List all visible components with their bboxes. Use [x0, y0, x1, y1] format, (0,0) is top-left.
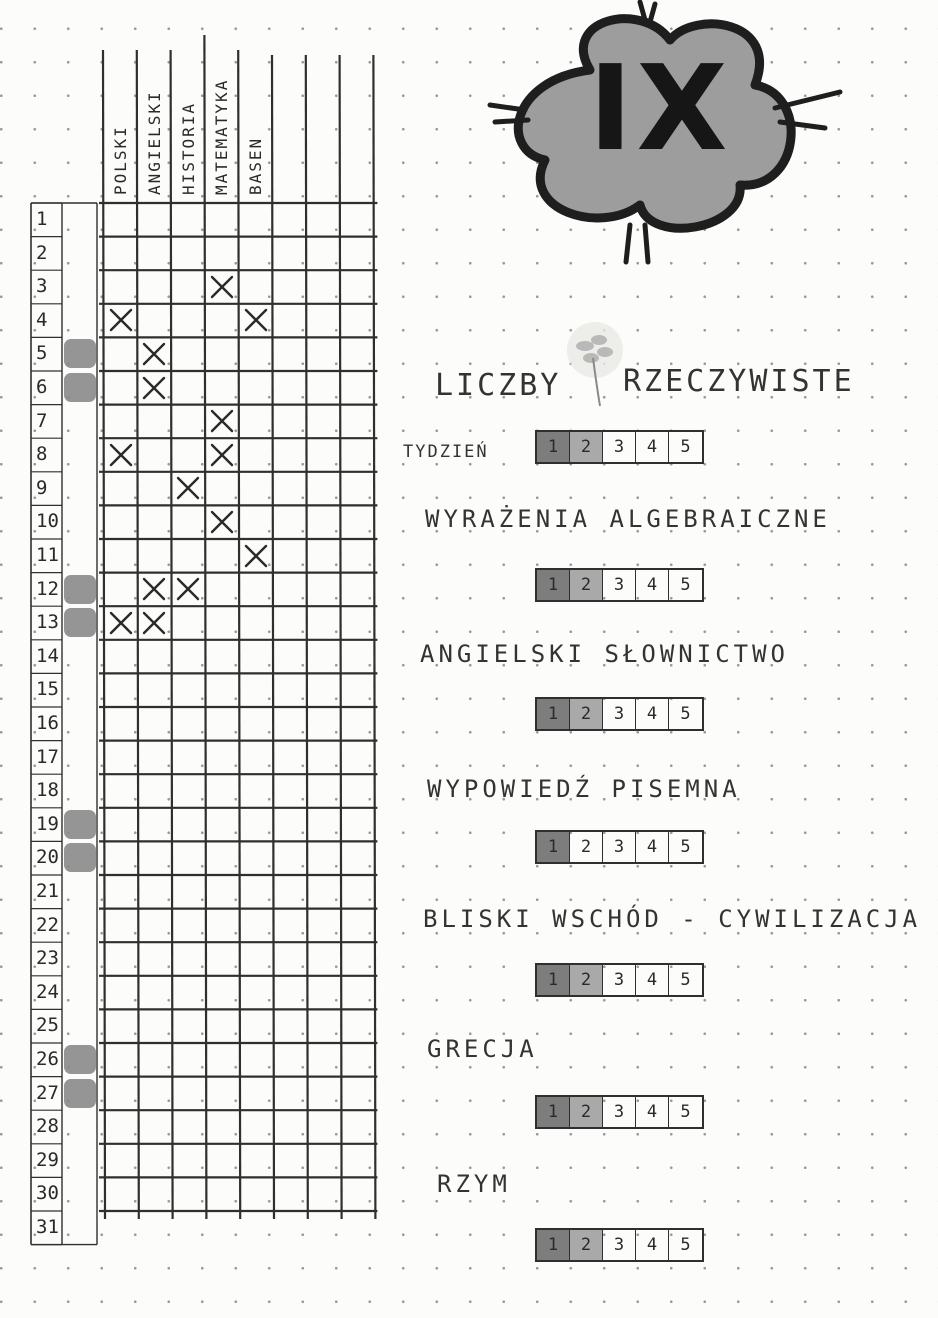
week-box: 5 — [680, 837, 691, 857]
topic-title: RZYM — [437, 1170, 511, 1198]
weekend-marker — [64, 575, 96, 604]
month-numeral: IX — [588, 39, 732, 177]
week-box: 1 — [537, 1230, 570, 1260]
subject-label: ANGIELSKI — [144, 90, 164, 195]
week-box: 4 — [636, 432, 669, 462]
day-marker-cell — [64, 673, 96, 706]
day-number: 1 — [36, 208, 48, 230]
day-marker-cell — [64, 909, 96, 942]
week-box: 1 — [537, 699, 570, 729]
check-x-mark — [239, 304, 272, 337]
week-box: 5 — [680, 1235, 691, 1255]
topic-week-progress — [535, 1095, 704, 1129]
day-number: 12 — [36, 577, 59, 600]
week-box: 2 — [570, 570, 603, 600]
topic-week-progress — [535, 1228, 704, 1262]
week-box: 2 — [570, 1097, 603, 1127]
day-number: 23 — [36, 947, 59, 970]
day-number: 31 — [36, 1216, 59, 1238]
day-marker-cell — [64, 976, 96, 1009]
week-box: 5 — [680, 1102, 691, 1122]
tracker-column-line — [272, 55, 274, 1219]
day-number: 21 — [36, 880, 59, 902]
day-number: 4 — [36, 308, 48, 331]
day-marker-cell — [64, 1009, 96, 1042]
topic-week-progress — [535, 697, 704, 731]
day-number: 9 — [36, 476, 48, 499]
week-box: 3 — [603, 1230, 636, 1260]
week-box: 2 — [570, 832, 603, 862]
week-box: 4 — [636, 1097, 669, 1127]
weekend-marker — [64, 1079, 96, 1108]
check-x-mark — [138, 371, 171, 404]
week-box: 5 — [680, 575, 691, 595]
check-x-mark — [239, 539, 272, 572]
day-number: 10 — [36, 510, 59, 533]
day-marker-cell — [64, 707, 96, 740]
subject-label: BASEN — [246, 136, 266, 195]
day-marker-cell — [64, 337, 96, 370]
week-box: 3 — [603, 570, 636, 600]
topic-title: WYPOWIEDŹ PISEMNA — [427, 775, 741, 803]
topic-title: GRECJA — [427, 1035, 538, 1063]
weekend-marker — [64, 608, 96, 637]
topic-week-progress — [535, 830, 704, 864]
check-x-mark — [138, 573, 171, 606]
day-number: 25 — [36, 1014, 59, 1037]
subject-label: HISTORIA — [178, 101, 198, 195]
day-number: 5 — [36, 342, 48, 365]
day-number: 15 — [36, 678, 59, 701]
week-box: 2 — [570, 1230, 603, 1260]
day-marker-cell — [64, 304, 96, 337]
day-number: 6 — [36, 376, 48, 398]
week-box: 1 — [537, 965, 570, 995]
check-x-mark — [104, 304, 137, 337]
weekend-marker — [64, 843, 96, 872]
week-box: 3 — [603, 432, 636, 462]
topic-title: WYRAŻENIA ALGEBRAICZNE — [425, 505, 831, 533]
tracker-column-line — [306, 55, 308, 1219]
day-marker-cell — [64, 203, 96, 236]
check-x-mark — [138, 606, 171, 639]
day-marker-cell — [64, 371, 96, 404]
check-x-mark — [205, 405, 238, 438]
day-marker-cell — [64, 573, 96, 606]
check-x-mark — [205, 505, 238, 538]
main-topic-left: LICZBY — [435, 368, 562, 403]
day-number: 16 — [36, 712, 59, 734]
main-topic-right: RZECZYWISTE — [623, 364, 855, 399]
day-marker-cell — [64, 606, 96, 639]
day-number: 19 — [36, 812, 59, 835]
week-box: 5 — [680, 704, 691, 724]
weekend-marker — [64, 373, 96, 402]
week-box: 3 — [603, 1097, 636, 1127]
day-marker-cell — [64, 875, 96, 908]
week-box: 4 — [636, 699, 669, 729]
day-number: 8 — [36, 443, 48, 466]
month-badge — [480, 0, 860, 270]
day-marker-cell — [64, 942, 96, 975]
day-marker-cell — [64, 1144, 96, 1177]
day-marker-cell — [64, 741, 96, 774]
day-marker-cell — [64, 1211, 96, 1244]
topic-week-progress — [535, 568, 704, 602]
day-marker-cell — [64, 438, 96, 471]
day-marker-cell — [64, 505, 96, 538]
day-number: 14 — [36, 644, 59, 667]
week-box: 1 — [537, 832, 570, 862]
day-number: 26 — [36, 1048, 59, 1070]
week-box: 5 — [680, 970, 691, 990]
week-box: 1 — [537, 570, 570, 600]
week-box: 2 — [570, 699, 603, 729]
day-marker-cell — [64, 1110, 96, 1143]
week-box: 4 — [636, 1230, 669, 1260]
day-number: 7 — [36, 409, 48, 432]
day-number: 27 — [36, 1081, 59, 1104]
week-box: 5 — [680, 437, 691, 457]
weekend-marker — [64, 810, 96, 839]
check-x-mark — [172, 472, 205, 505]
week-box: 3 — [603, 832, 636, 862]
week-box: 3 — [603, 699, 636, 729]
main-week-progress — [535, 430, 704, 464]
subject-label: MATEMATYKA — [212, 78, 232, 195]
day-number: 20 — [36, 846, 59, 869]
week-box: 2 — [570, 965, 603, 995]
day-number: 11 — [36, 544, 59, 566]
day-number: 24 — [36, 980, 59, 1003]
week-box: 4 — [636, 832, 669, 862]
day-number: 18 — [36, 779, 59, 802]
topics-list — [395, 300, 935, 1300]
topic-week-progress — [535, 963, 704, 997]
check-x-mark — [205, 438, 238, 471]
day-marker-cell — [64, 774, 96, 807]
day-marker-cell — [64, 405, 96, 438]
week-box: 4 — [636, 570, 669, 600]
day-marker-cell — [64, 270, 96, 303]
week-box: 2 — [570, 432, 603, 462]
day-number: 28 — [36, 1115, 59, 1138]
tracker-column-line — [204, 35, 206, 1219]
week-box: 3 — [603, 965, 636, 995]
check-x-mark — [104, 606, 137, 639]
week-label: TYDZIEŃ — [403, 442, 489, 462]
subject-label: POLSKI — [111, 125, 130, 195]
week-box: 1 — [537, 432, 570, 462]
day-number: 29 — [36, 1148, 59, 1171]
day-marker-cell — [64, 539, 96, 572]
check-x-mark — [205, 270, 238, 303]
day-number: 2 — [36, 241, 48, 264]
check-x-mark — [138, 337, 171, 370]
tracker-column-line — [373, 55, 375, 1219]
weekend-marker — [64, 1045, 96, 1074]
day-number: 22 — [36, 913, 59, 936]
check-x-mark — [172, 573, 205, 606]
week-box: 4 — [636, 965, 669, 995]
flower-doodle-icon — [555, 318, 635, 408]
topic-title: BLISKI WSCHÓD - CYWILIZACJA — [423, 905, 922, 933]
day-marker-cell — [64, 841, 96, 874]
day-number: 3 — [36, 275, 48, 298]
day-marker-cell — [64, 472, 96, 505]
day-marker-cell — [64, 808, 96, 841]
day-number: 30 — [36, 1182, 59, 1205]
week-box: 1 — [537, 1097, 570, 1127]
day-marker-cell — [64, 1077, 96, 1110]
day-number: 13 — [36, 611, 59, 634]
day-marker-cell — [64, 1177, 96, 1210]
study-tracker — [0, 0, 400, 1318]
check-x-mark — [104, 438, 137, 471]
day-number: 17 — [36, 745, 59, 768]
tracker-column-line — [340, 55, 342, 1219]
day-marker-cell — [64, 1043, 96, 1076]
topic-title: ANGIELSKI SŁOWNICTWO — [420, 640, 789, 668]
day-marker-cell — [64, 237, 96, 270]
weekend-marker — [64, 339, 96, 368]
day-marker-cell — [64, 640, 96, 673]
